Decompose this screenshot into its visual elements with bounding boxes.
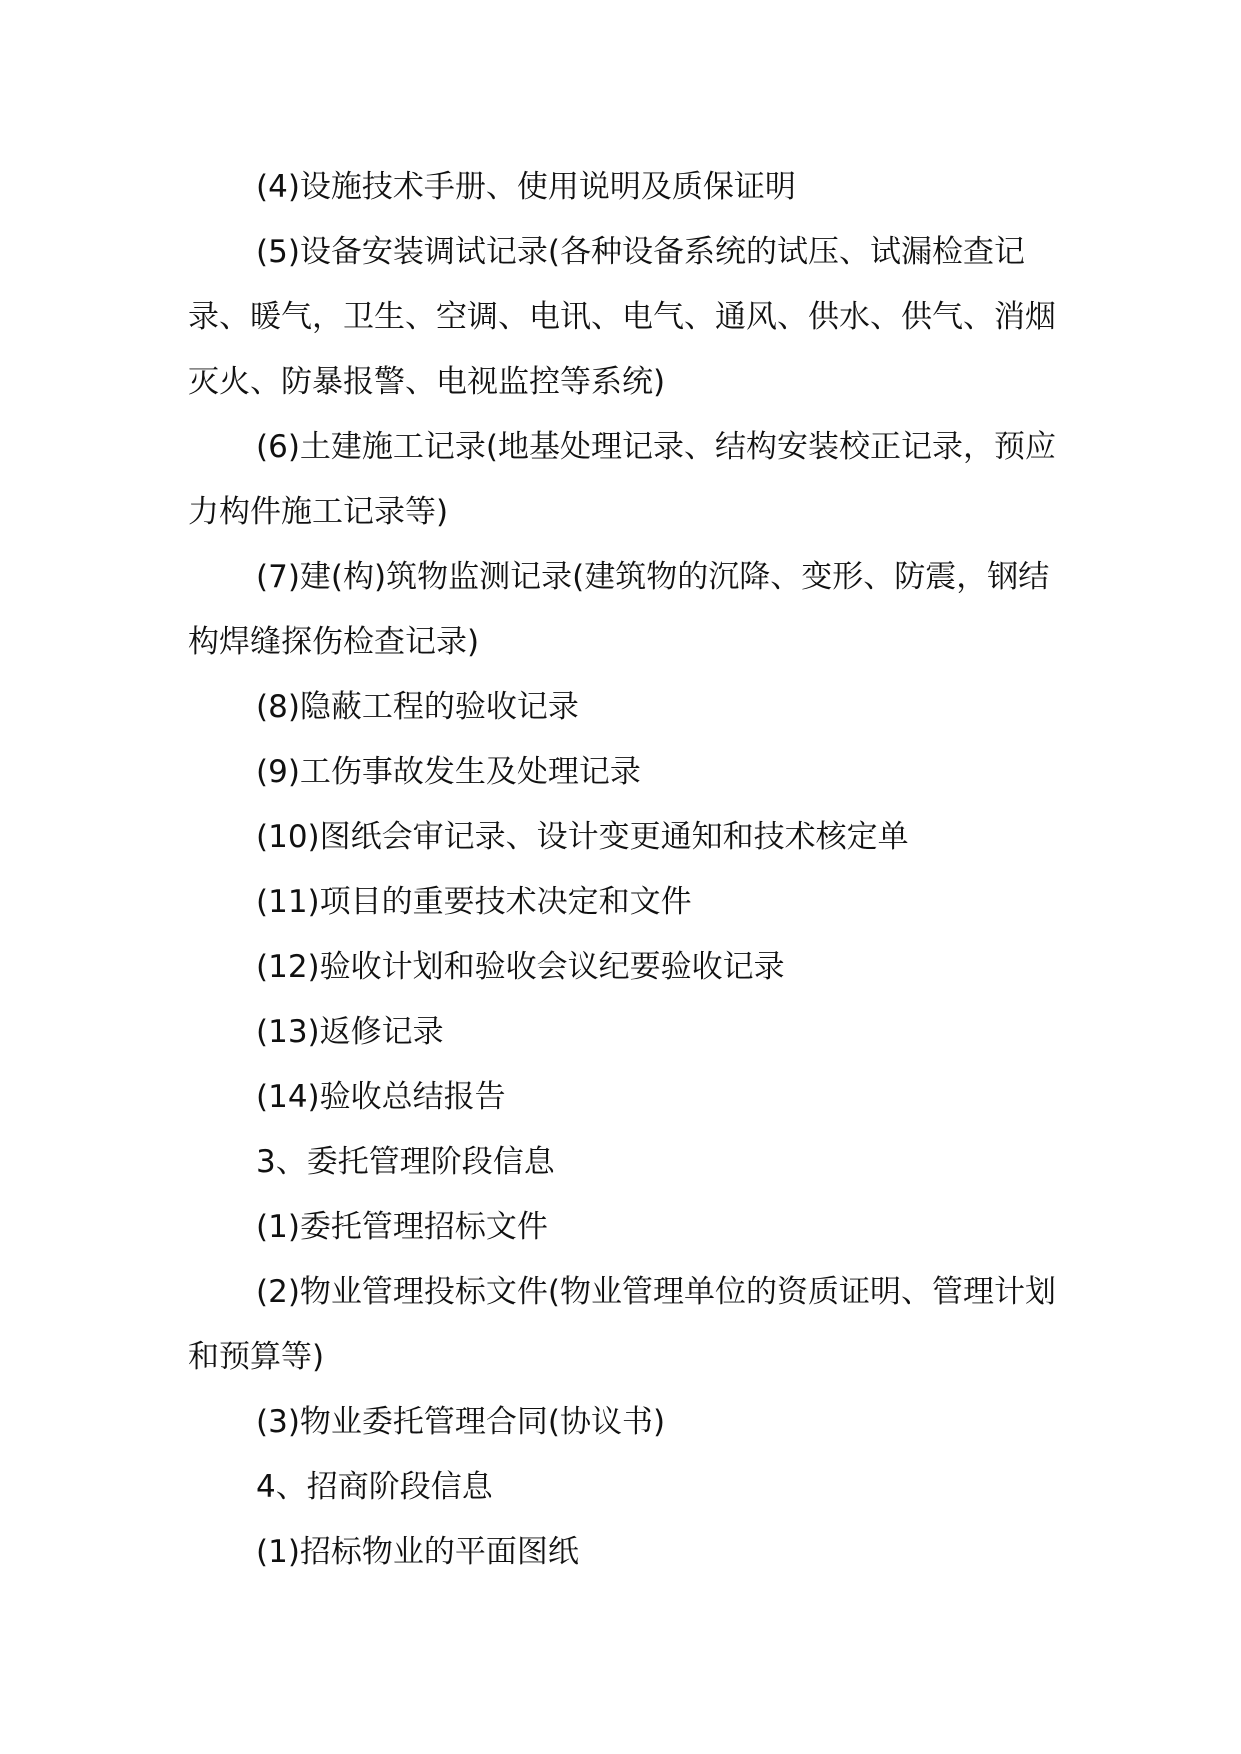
paragraph-item-9-accident-records: (9)工伤事故发生及处理记录 xyxy=(256,754,641,790)
paragraph-item-7-building-monitoring: (7)建(构)筑物监测记录(建筑物的沉降、变形、防震，钢结构焊缝探伤检查记录) xyxy=(188,559,1050,660)
paragraph-item-12-acceptance-plan: (12)验收计划和验收会议纪要验收记录 xyxy=(256,949,785,985)
paragraph-item-4-facility-manuals: (4)设施技术手册、使用说明及质保证明 xyxy=(256,169,796,205)
paragraph-item-6-civil-construction: (6)土建施工记录(地基处理记录、结构安装校正记录，预应力构件施工记录等) xyxy=(188,429,1057,530)
paragraph-item-11-technical-decisions: (11)项目的重要技术决定和文件 xyxy=(256,884,692,920)
paragraph-item-3-management-contract: (3)物业委托管理合同(协议书) xyxy=(256,1404,666,1440)
section-heading-4-leasing-stage: 4、招商阶段信息 xyxy=(256,1469,493,1505)
paragraph-item-10-drawing-review: (10)图纸会审记录、设计变更通知和技术核定单 xyxy=(256,819,909,855)
paragraph-item-1-floor-plans: (1)招标物业的平面图纸 xyxy=(256,1534,579,1570)
document-body xyxy=(188,155,1068,1585)
paragraph-item-13-repair-records: (13)返修记录 xyxy=(256,1014,444,1050)
paragraph-item-14-acceptance-report: (14)验收总结报告 xyxy=(256,1079,506,1115)
paragraph-item-2-bid-documents: (2)物业管理投标文件(物业管理单位的资质证明、管理计划和预算等) xyxy=(188,1274,1057,1375)
paragraph-item-5-equipment-installation: (5)设备安装调试记录(各种设备系统的试压、试漏检查记录、暖气，卫生、空调、电讯、电气、通风、供水、供气、消烟灭火、防暴报警、电视监控等系统) xyxy=(188,234,1056,400)
paragraph-item-8-concealed-works: (8)隐蔽工程的验收记录 xyxy=(256,689,579,725)
section-heading-3-entrusted-management: 3、委托管理阶段信息 xyxy=(256,1144,555,1180)
paragraph-item-1-tender-documents: (1)委托管理招标文件 xyxy=(256,1209,548,1245)
